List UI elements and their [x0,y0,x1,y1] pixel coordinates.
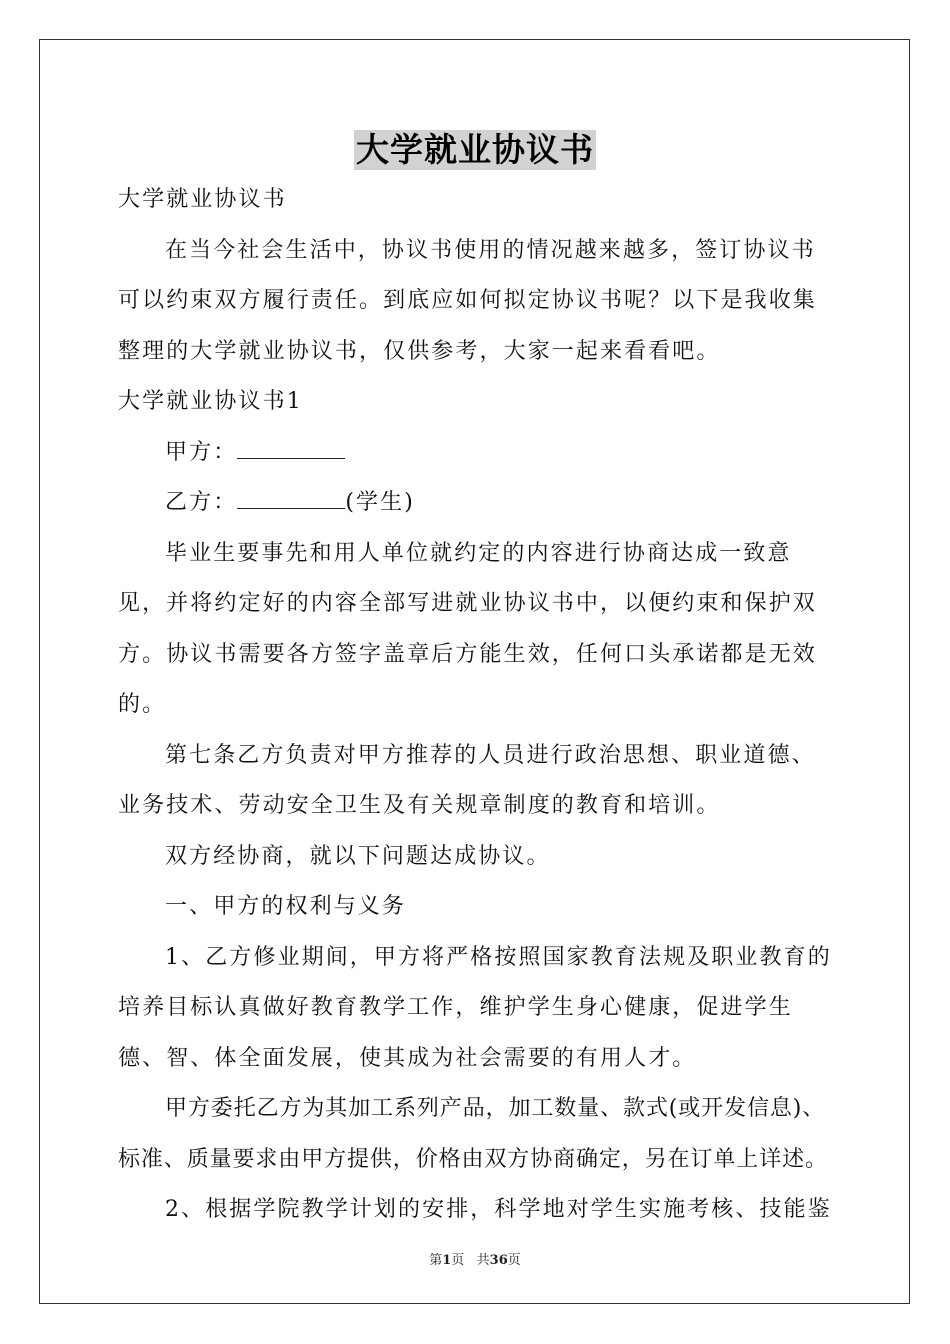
footer-middle: 页 共 [451,1253,490,1268]
paragraph-10: 甲方委托乙方为其加工系列产品，加工数量、款式(或开发信息)、标准、质量要求由甲方提供，价格由双方协商确定，另在订单上详述。 [118,1096,828,1172]
page-footer [0,1249,950,1268]
intro-paragraph: 在当今社会生活中，协议书使用的情况越来越多，签订协议书可以约束双方履行责任。到底应如何拟定协议书呢？以下是我收集整理的大学就业协议书，仅供参考，大家一起来看看吧。 [118,237,817,364]
paragraph-5: 毕业生要事先和用人单位就约定的内容进行协商达成一致意见，并将约定好的内容全部写进就业协议书中，以便约束和保护双方。协议书需要各方签字盖章后方能生效，任何口头承诺都是无效的。 [118,540,817,717]
party-b-label: 乙方： [165,490,238,515]
party-b-blank [237,488,345,509]
party-a-label: 甲方： [165,439,238,465]
title-wrap [0,130,950,170]
document-title: 大学就业协议书 [356,130,594,169]
section-heading: 大学就业协议书1 [118,389,303,414]
paragraph-6: 第七条乙方负责对甲方推荐的人员进行政治思想、职业道德、业务技术、劳动安全卫生及有关规章制度的教育和培训。 [118,742,816,818]
footer-total-pages: 36 [489,1253,508,1268]
paragraph-7: 双方经协商，就以下问题达成协议。 [165,843,551,869]
footer-page-number: 1 [442,1253,452,1268]
subtitle: 大学就业协议书 [118,187,287,212]
footer-suffix: 页 [507,1253,521,1268]
paragraph-11: 2、根据学院教学计划的安排，科学地对学生实施考核、技能鉴 [165,1197,832,1222]
party-b-line [118,478,838,529]
party-a-blank [237,438,345,459]
footer-prefix: 第 [429,1253,443,1268]
party-a-line [118,428,838,479]
paragraph-8: 一、甲方的权利与义务 [165,894,407,919]
paragraph-9: 1、乙方修业期间，甲方将严格按照国家教育法规及职业教育的培养目标认真做好教育教学工作，维护学生身心健康，促进学生德、智、体全面发展，使其成为社会需要的有用人才。 [118,944,832,1071]
party-b-suffix: (学生) [345,490,415,515]
document-body [118,175,838,1236]
